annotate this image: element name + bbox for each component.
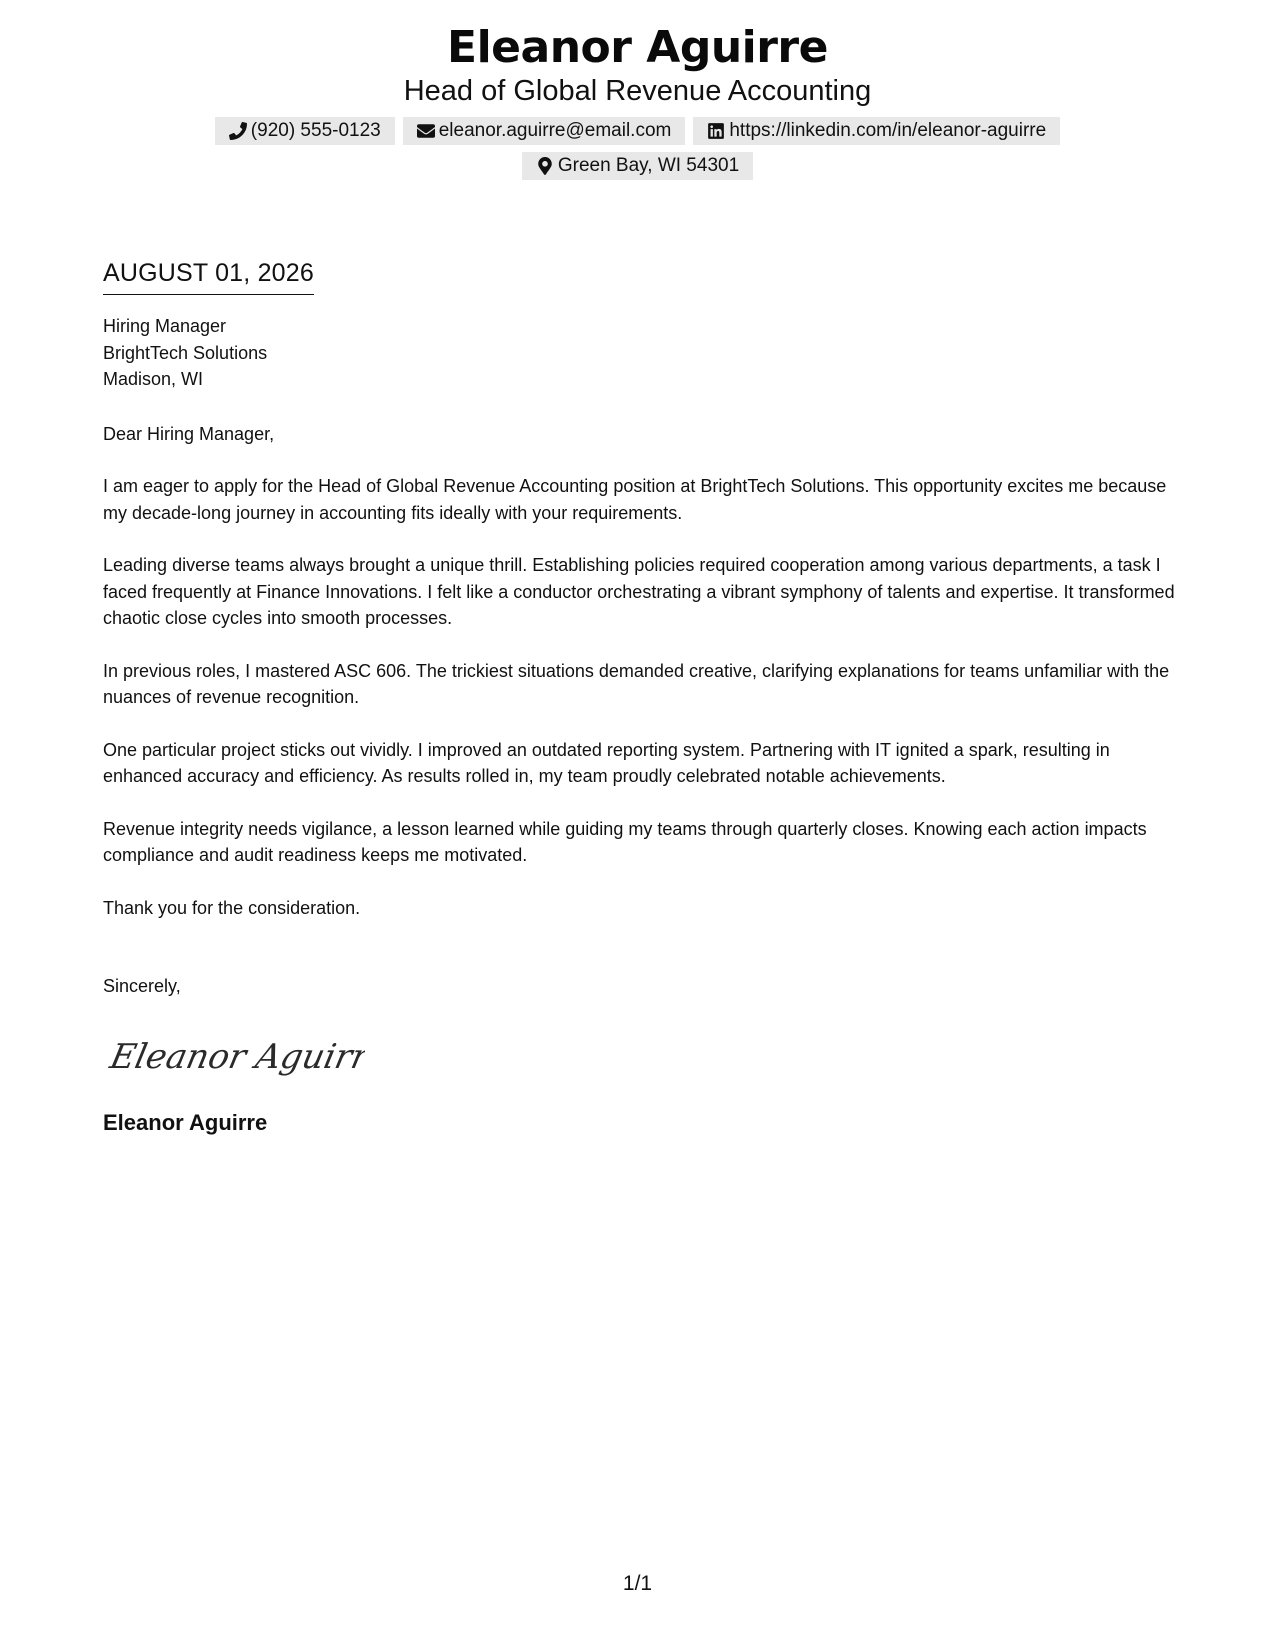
page-number: 1/1 bbox=[622, 1572, 653, 1595]
date-block bbox=[103, 258, 314, 295]
location-text: Green Bay, WI 54301 bbox=[557, 155, 740, 176]
letter-body bbox=[103, 258, 1183, 1137]
recipient-location: Madison, WI bbox=[103, 369, 204, 389]
recipient-name: Hiring Manager bbox=[103, 316, 227, 336]
email-chip[interactable] bbox=[403, 117, 686, 145]
applicant-name: Eleanor Aguirre bbox=[447, 22, 828, 73]
contact-info bbox=[0, 117, 1275, 187]
email-text[interactable]: eleanor.aguirre@email.com bbox=[438, 120, 672, 141]
contact-row-2 bbox=[0, 152, 1275, 180]
letter-date: AUGUST 01, 2026 bbox=[103, 259, 314, 287]
linkedin-chip[interactable] bbox=[693, 117, 1060, 145]
letter-header bbox=[0, 22, 1275, 187]
phone-text: (920) 555-0123 bbox=[250, 120, 381, 141]
phone-icon bbox=[229, 122, 247, 140]
map-marker-icon bbox=[536, 157, 554, 175]
recipient-block bbox=[103, 313, 1183, 393]
contact-row-1 bbox=[0, 117, 1275, 145]
recipient-company: BrightTech Solutions bbox=[103, 342, 268, 363]
linkedin-icon bbox=[707, 122, 725, 140]
paragraph-6: Thank you for the consideration. bbox=[103, 897, 361, 918]
location-chip bbox=[522, 152, 753, 180]
paragraph-5: Revenue integrity needs vigilance, a lesson learned while guiding my teams through quarterly closes. Knowing each action impacts compliance and audit readiness keeps me motivated. bbox=[103, 818, 1147, 865]
handwritten-signature bbox=[105, 1028, 365, 1088]
paragraph-2: Leading diverse teams always brought a unique thrill. Establishing policies required cooperation among various departments, a task I faced frequently at Finance Innovations. I felt like a conductor orchestrating a vibrant symphony of talents and expertise. It transformed chaotic close cycles into smooth processes. bbox=[103, 555, 1175, 628]
applicant-title: Head of Global Revenue Accounting bbox=[403, 75, 872, 107]
envelope-icon bbox=[417, 122, 435, 140]
closing: Sincerely, bbox=[103, 976, 181, 996]
signed-name: Eleanor Aguirre bbox=[103, 1110, 268, 1135]
paragraph-1: I am eager to apply for the Head of Global Revenue Accounting position at BrightTech Solutions. This opportunity excites me because my decade-long journey in accounting fits ideally with your requirements. bbox=[103, 476, 1167, 523]
paragraph-3: In previous roles, I mastered ASC 606. The trickiest situations demanded creative, clarifying explanations for teams unfamiliar with the nuances of revenue recognition. bbox=[103, 660, 1170, 707]
phone-chip bbox=[215, 117, 395, 145]
salutation: Dear Hiring Manager, bbox=[103, 423, 275, 444]
linkedin-text[interactable]: https://linkedin.com/in/eleanor-aguirre bbox=[729, 120, 1047, 141]
paragraph-4: One particular project sticks out vividly. I improved an outdated reporting system. Partnering with IT ignited a spark, resulting in enhanced accuracy and efficiency. As results rolled in, my team proudly celebrated notable achievements. bbox=[103, 739, 1110, 786]
signature-text: Eleanor Aguirre bbox=[106, 1036, 365, 1077]
